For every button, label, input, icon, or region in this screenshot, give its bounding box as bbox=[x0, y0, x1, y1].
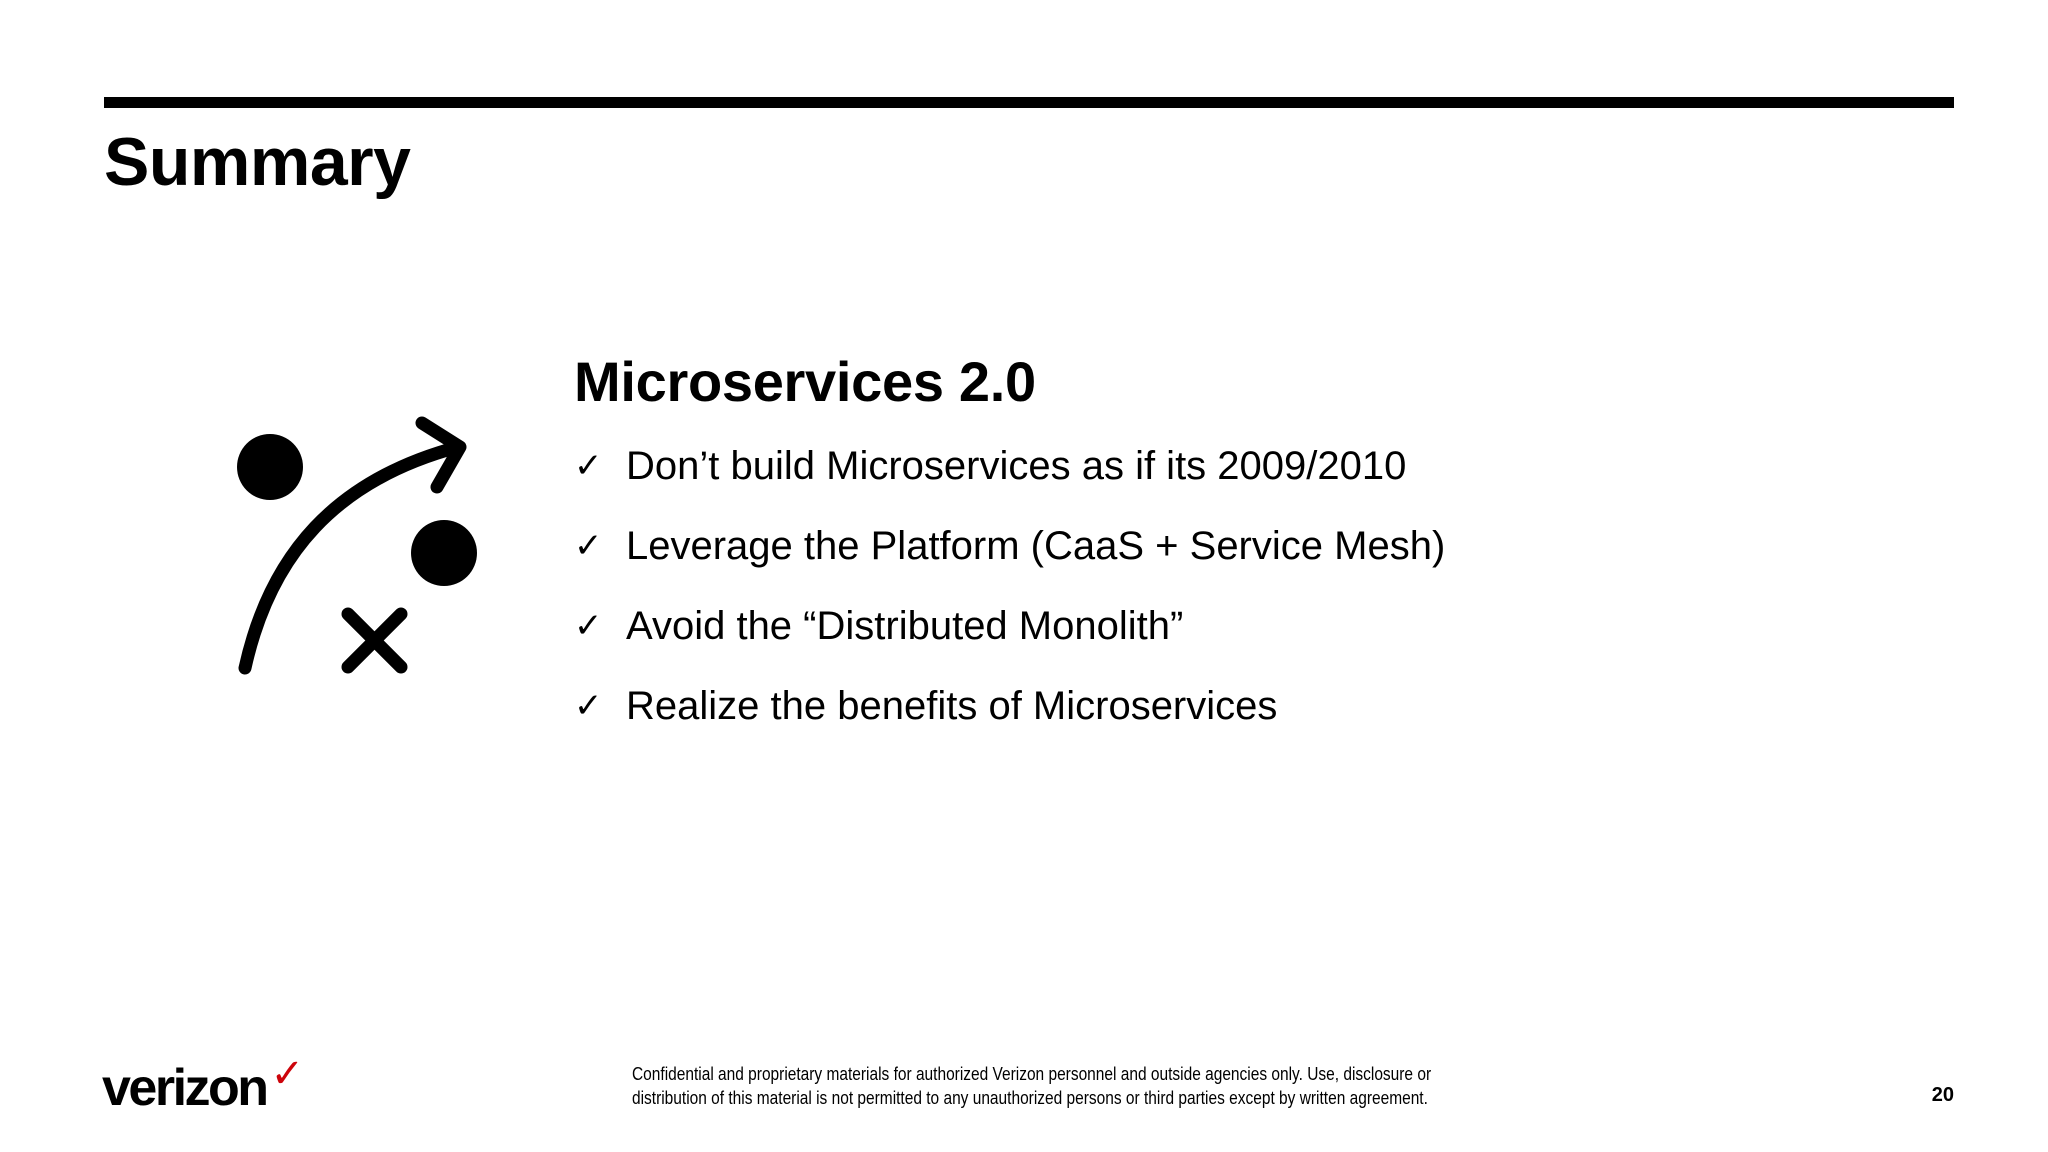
section-heading: Microservices 2.0 bbox=[574, 350, 1036, 413]
page-title: Summary bbox=[104, 124, 411, 200]
legal-line: distribution of this material is not permitted to any unauthorized persons or third parties except by written agreement. bbox=[632, 1088, 1428, 1108]
checkmark-icon: ✓ bbox=[574, 526, 603, 566]
x-mark-icon bbox=[348, 614, 401, 667]
list-item bbox=[574, 426, 1774, 506]
bullet-text: Realize the benefits of Microservices bbox=[626, 683, 1278, 728]
summary-content bbox=[574, 346, 1774, 746]
title-rule bbox=[104, 97, 1954, 108]
player-dot-icon bbox=[237, 434, 303, 500]
bullet-list bbox=[574, 426, 1774, 746]
bullet-text: Leverage the Platform (CaaS + Service Mesh) bbox=[626, 523, 1446, 568]
legal-line: Confidential and proprietary materials for authorized Verizon personnel and outside agencies only. Use, disclosure or bbox=[632, 1064, 1432, 1084]
verizon-logo bbox=[102, 1051, 305, 1118]
logo-wordmark: verizon bbox=[102, 1059, 267, 1117]
checkmark-icon: ✓ bbox=[574, 446, 603, 486]
checkmark-icon: ✓ bbox=[574, 606, 603, 646]
list-item bbox=[574, 586, 1774, 666]
page-number: 20 bbox=[1931, 1084, 1954, 1106]
player-dot-icon bbox=[411, 520, 477, 586]
bullet-text: Don’t build Microservices as if its 2009/2010 bbox=[626, 443, 1407, 488]
logo-check-icon: ✓ bbox=[270, 1051, 305, 1097]
list-item bbox=[574, 506, 1774, 586]
game-play-strategy-icon bbox=[225, 405, 485, 690]
legal-disclaimer bbox=[632, 1062, 1492, 1110]
bullet-text: Avoid the “Distributed Monolith” bbox=[626, 603, 1184, 648]
checkmark-icon: ✓ bbox=[574, 686, 603, 726]
list-item bbox=[574, 666, 1774, 746]
